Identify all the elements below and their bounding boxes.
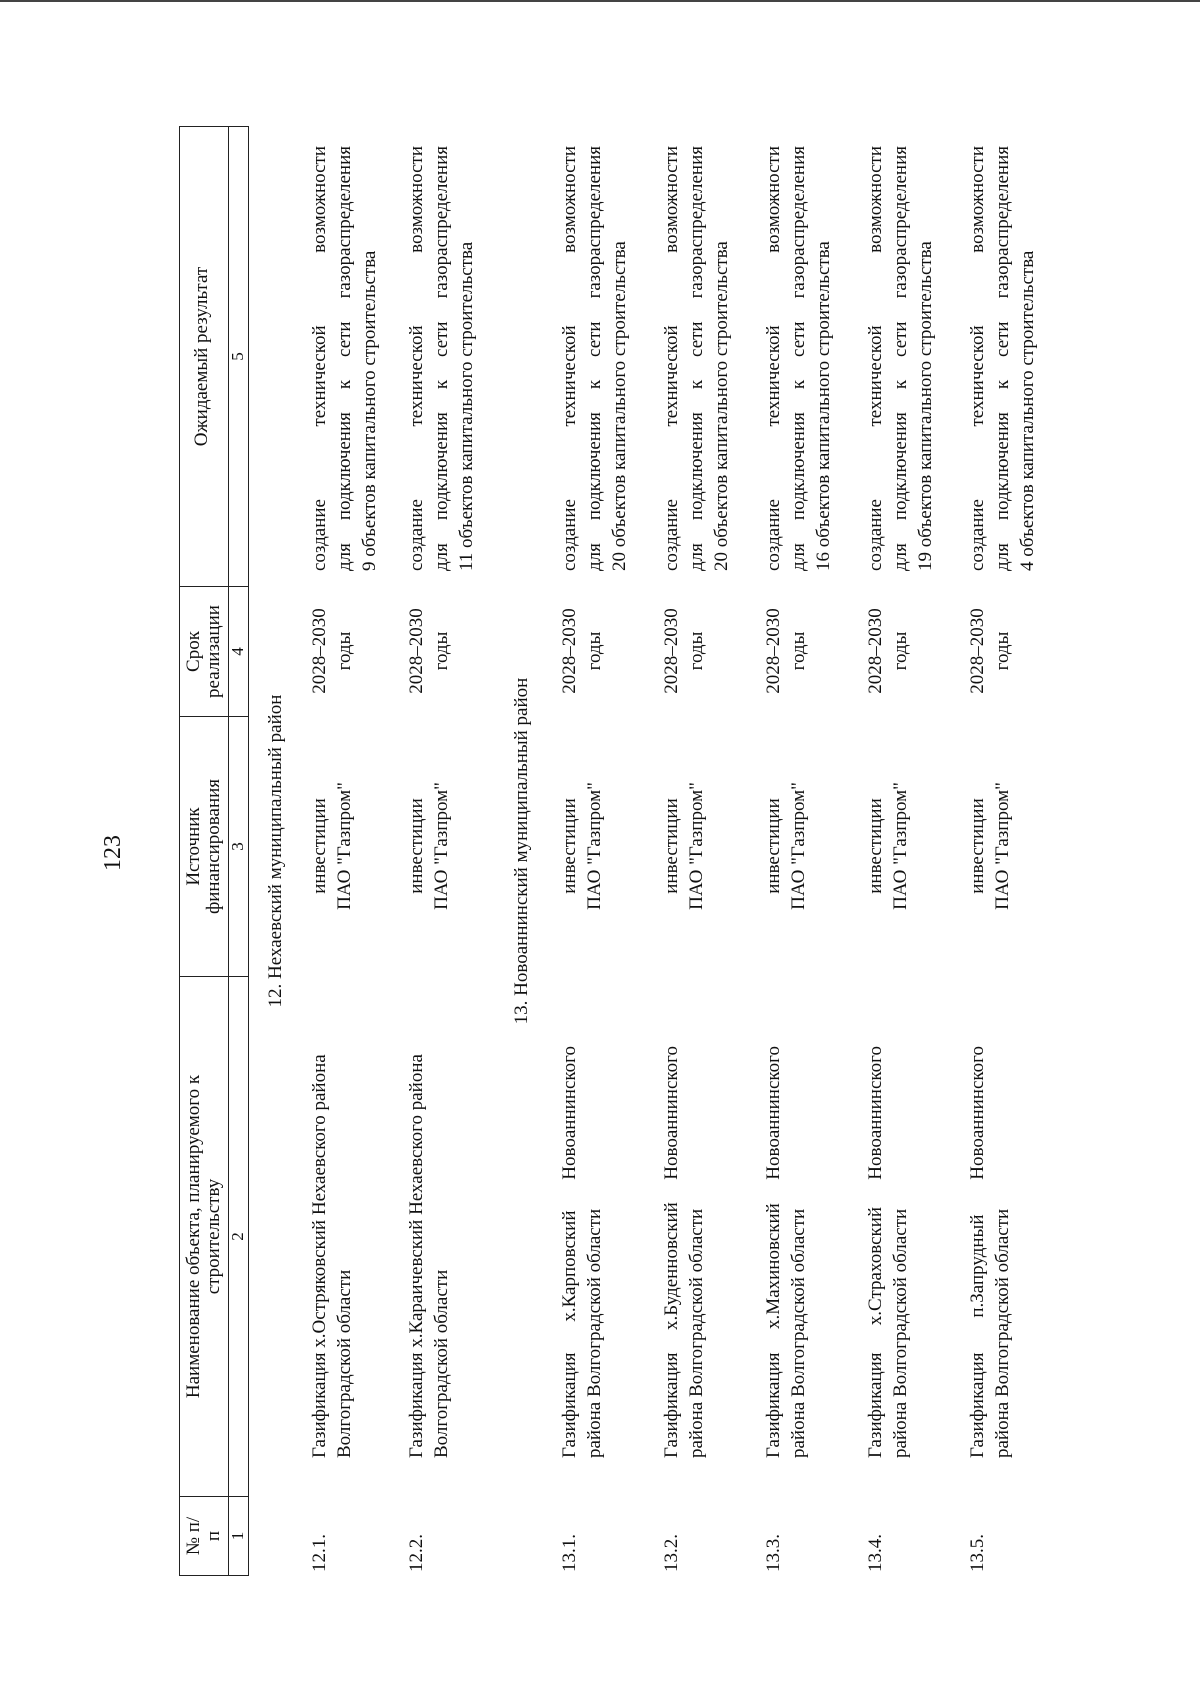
- object-name: [307, 1046, 357, 1458]
- result-word: создание: [967, 499, 988, 571]
- expected-result-line: [557, 146, 582, 571]
- name-word: Новоаннинского: [661, 1046, 682, 1180]
- page-number: 123: [100, 835, 126, 871]
- financing-source-line: инвестиции: [763, 798, 784, 894]
- implementation-term: [557, 596, 607, 706]
- term-unit: годы: [431, 631, 452, 671]
- name-word: х.Махиновский: [763, 1203, 784, 1329]
- object-name-line: района Волгоградской области: [788, 1208, 809, 1458]
- object-name: [965, 1046, 1015, 1458]
- financing-source-line: ПАО "Газпром": [992, 782, 1013, 910]
- result-word: технической: [763, 325, 784, 427]
- financing-source: [307, 746, 357, 946]
- expected-result-line: 20 объектов капитального строительства: [609, 241, 630, 571]
- expected-result-line: [863, 146, 888, 571]
- object-name-line: Волгоградской области: [334, 1269, 355, 1458]
- header-number: 2: [228, 977, 247, 1496]
- rotated-table-page: [179, 126, 1139, 1576]
- term-years: 2028–2030: [309, 608, 330, 694]
- object-name-line: района Волгоградской области: [992, 1208, 1013, 1458]
- expected-result-line: 20 объектов капитального строительства: [711, 241, 732, 571]
- expected-result-line: для подключения к сети газораспределения: [992, 146, 1013, 571]
- expected-result: [307, 146, 382, 571]
- header-cell-num: [180, 1496, 248, 1576]
- header-label: Источник финансирования: [183, 778, 224, 915]
- result-word: создание: [406, 499, 427, 571]
- expected-result-line: для подключения к сети газораспределения: [334, 146, 355, 571]
- expected-result-line: 19 объектов капитального строительства: [915, 241, 936, 571]
- implementation-term: [863, 596, 913, 706]
- table-row: [557, 126, 637, 1576]
- financing-source-line: инвестиции: [865, 798, 886, 894]
- financing-source-line: ПАО "Газпром": [334, 782, 355, 910]
- table-row: [659, 126, 739, 1576]
- implementation-term: [404, 596, 454, 706]
- name-word: х.Карповский: [559, 1210, 580, 1322]
- financing-source-line: инвестиции: [406, 798, 427, 894]
- object-name-line: [659, 1046, 684, 1458]
- financing-source: [761, 746, 811, 946]
- object-name-line: [557, 1046, 582, 1458]
- financing-source-line: инвестиции: [309, 798, 330, 894]
- term-years: 2028–2030: [865, 608, 886, 694]
- expected-result-line: для подключения к сети газораспределения: [788, 146, 809, 571]
- financing-source-line: ПАО "Газпром": [686, 782, 707, 910]
- result-word: создание: [763, 499, 784, 571]
- expected-result-line: [307, 146, 332, 571]
- financing-source: [404, 746, 454, 946]
- name-word: Новоаннинского: [763, 1046, 784, 1180]
- object-name-line: района Волгоградской области: [686, 1208, 707, 1458]
- result-word: технической: [559, 325, 580, 427]
- term-years: 2028–2030: [661, 608, 682, 694]
- name-word: Газификация: [559, 1352, 580, 1458]
- table-row: [307, 126, 387, 1576]
- section-title: 12. Нехаевский муниципальный район: [265, 694, 286, 1008]
- object-name-line: [965, 1046, 990, 1458]
- table-row: [404, 126, 484, 1576]
- object-name: [761, 1046, 811, 1458]
- result-word: возможности: [309, 146, 330, 253]
- term-unit: годы: [890, 631, 911, 671]
- term-years: 2028–2030: [406, 608, 427, 694]
- object-name-line: [761, 1046, 786, 1458]
- object-name: [659, 1046, 709, 1458]
- result-word: создание: [559, 499, 580, 571]
- expected-result-line: 16 объектов капитального строительства: [813, 241, 834, 571]
- expected-result-line: [761, 146, 786, 571]
- header-cell-source: [180, 716, 248, 976]
- header-cell-term: [180, 586, 248, 716]
- term-unit: годы: [686, 631, 707, 671]
- financing-source: [659, 746, 709, 946]
- header-number: 1: [228, 1497, 247, 1575]
- financing-source: [863, 746, 913, 946]
- object-name-line: [863, 1046, 888, 1458]
- header-number: 4: [228, 587, 247, 716]
- expected-result: [659, 146, 734, 571]
- scan-edge: [0, 0, 1200, 2]
- object-name-line: Волгоградской области: [431, 1269, 452, 1458]
- financing-source-line: ПАО "Газпром": [431, 782, 452, 910]
- name-word: Газификация: [763, 1352, 784, 1458]
- header-number: 5: [228, 127, 247, 586]
- header-label: Срок реализации: [183, 605, 224, 698]
- result-word: технической: [661, 325, 682, 427]
- financing-source: [557, 746, 607, 946]
- term-unit: годы: [788, 631, 809, 671]
- name-word: Газификация: [967, 1352, 988, 1458]
- name-word: Новоаннинского: [967, 1046, 988, 1180]
- expected-result-line: для подключения к сети газораспределения: [686, 146, 707, 571]
- financing-source-line: ПАО "Газпром": [788, 782, 809, 910]
- expected-result-line: [404, 146, 429, 571]
- expected-result-line: [965, 146, 990, 571]
- result-word: технической: [967, 325, 988, 427]
- implementation-term: [659, 596, 709, 706]
- result-word: технической: [309, 325, 330, 427]
- object-name: [863, 1046, 913, 1458]
- result-word: создание: [865, 499, 886, 571]
- result-word: технической: [406, 325, 427, 427]
- table-row: [965, 126, 1045, 1576]
- name-word: Газификация: [865, 1352, 886, 1458]
- name-word: п.Запрудный: [967, 1214, 988, 1318]
- result-word: возможности: [967, 146, 988, 253]
- financing-source-line: инвестиции: [661, 798, 682, 894]
- expected-result: [761, 146, 836, 571]
- term-unit: годы: [334, 631, 355, 671]
- row-number: 12.1.: [309, 1534, 330, 1572]
- object-name-line: Газификация х.Караичевский Нехаевского района: [406, 1054, 427, 1458]
- result-word: возможности: [559, 146, 580, 253]
- result-word: создание: [309, 499, 330, 571]
- result-word: возможности: [763, 146, 784, 253]
- object-name-line: района Волгоградской области: [890, 1208, 911, 1458]
- expected-result-line: для подключения к сети газораспределения: [584, 146, 605, 571]
- row-number: 13.3.: [763, 1534, 784, 1572]
- financing-source-line: ПАО "Газпром": [890, 782, 911, 910]
- financing-source-line: ПАО "Газпром": [584, 782, 605, 910]
- object-name: [557, 1046, 607, 1458]
- implementation-term: [307, 596, 357, 706]
- expected-result-line: [659, 146, 684, 571]
- object-name: [404, 1046, 454, 1458]
- row-number: 12.2.: [406, 1534, 427, 1572]
- result-word: возможности: [406, 146, 427, 253]
- table-row: [761, 126, 841, 1576]
- table: [179, 126, 1139, 1576]
- header-label: Наименование объекта, планируемого к строительству: [183, 1074, 224, 1399]
- header-label: Ожидаемый результат: [191, 266, 212, 447]
- expected-result: [965, 146, 1040, 571]
- term-years: 2028–2030: [559, 608, 580, 694]
- name-word: Новоаннинского: [865, 1046, 886, 1180]
- header-number: 3: [228, 717, 247, 976]
- term-years: 2028–2030: [967, 608, 988, 694]
- section-title: 13. Новоаннинский муниципальный район: [511, 677, 532, 1025]
- name-word: х.Буденновский: [661, 1202, 682, 1330]
- header-cell-result: [180, 126, 248, 586]
- financing-source: [965, 746, 1015, 946]
- expected-result: [863, 146, 938, 571]
- result-word: создание: [661, 499, 682, 571]
- implementation-term: [965, 596, 1015, 706]
- expected-result-line: для подключения к сети газораспределения: [431, 146, 452, 571]
- expected-result-line: 9 объектов капитального строительства: [359, 250, 380, 571]
- expected-result: [404, 146, 479, 571]
- expected-result: [557, 146, 632, 571]
- row-number: 13.1.: [559, 1534, 580, 1572]
- name-word: Газификация: [661, 1352, 682, 1458]
- table-row: [863, 126, 943, 1576]
- implementation-term: [761, 596, 811, 706]
- expected-result-line: для подключения к сети газораспределения: [890, 146, 911, 571]
- object-name-line: района Волгоградской области: [584, 1208, 605, 1458]
- financing-source-line: инвестиции: [559, 798, 580, 894]
- term-unit: годы: [992, 631, 1013, 671]
- result-word: возможности: [661, 146, 682, 253]
- term-unit: годы: [584, 631, 605, 671]
- expected-result-line: 11 объектов капитального строительства: [456, 241, 477, 571]
- row-number: 13.5.: [967, 1534, 988, 1572]
- term-years: 2028–2030: [763, 608, 784, 694]
- result-word: возможности: [865, 146, 886, 253]
- header-cell-name: [180, 976, 248, 1496]
- expected-result-line: 4 объектов капитального строительства: [1017, 250, 1038, 571]
- header-label: № п/п: [183, 1516, 224, 1556]
- row-number: 13.4.: [865, 1534, 886, 1572]
- table-header: [179, 126, 249, 1576]
- row-number: 13.2.: [661, 1534, 682, 1572]
- financing-source-line: инвестиции: [967, 798, 988, 894]
- name-word: Новоаннинского: [559, 1046, 580, 1180]
- object-name-line: Газификация х.Остряковский Нехаевского района: [309, 1054, 330, 1458]
- result-word: технической: [865, 325, 886, 427]
- name-word: х.Страховский: [865, 1206, 886, 1326]
